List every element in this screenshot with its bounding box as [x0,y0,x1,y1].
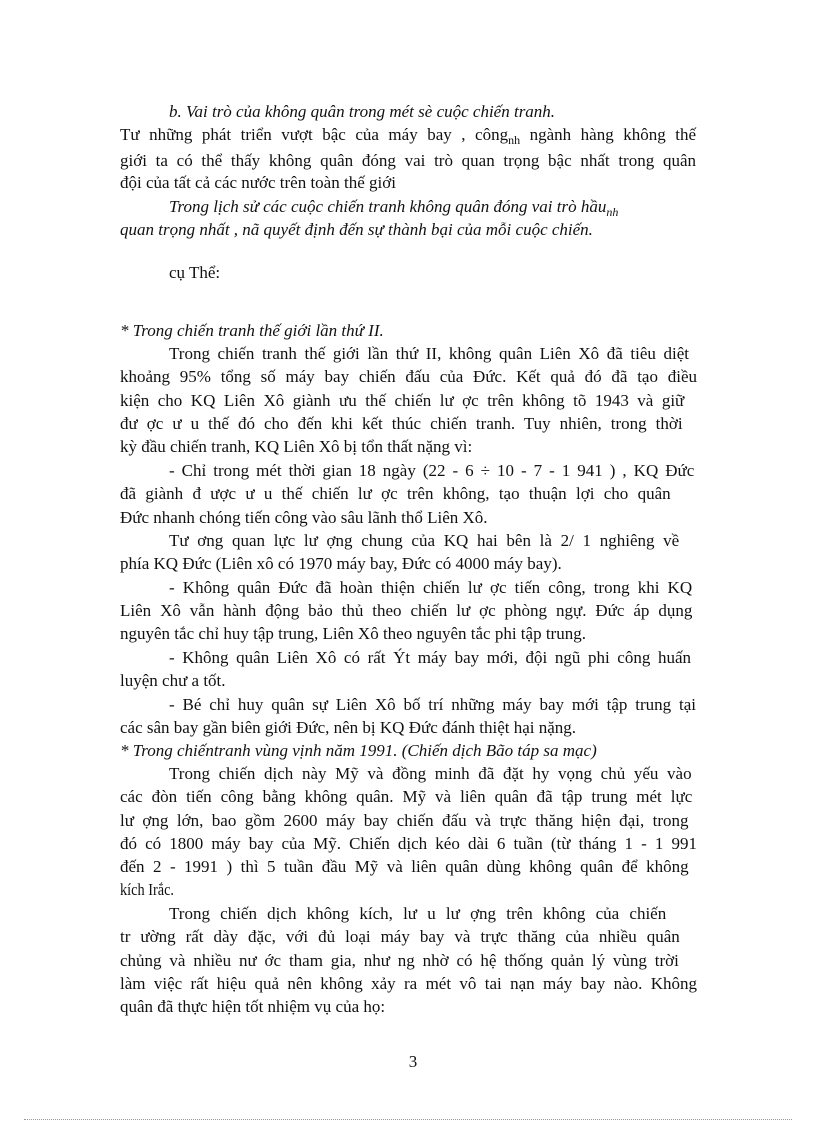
text-line [120,413,683,435]
text-line [169,196,618,219]
text-line-content: Trong chiến tranh thế giới lần thứ II, không quân Liên Xô đã tiêu diệt [169,344,689,363]
text-line [120,996,385,1018]
text-line [120,810,689,832]
text-line-content: đội của tất cả các nước trên toàn thế giới [120,173,396,192]
page-number: 3 [408,1052,418,1071]
page-bottom-border [24,1119,792,1120]
text-line [120,124,696,147]
text-line [120,150,696,172]
text-line [120,553,562,575]
text-line [120,717,576,739]
text-line [169,101,555,123]
text-line [169,460,694,482]
text-line-content: lư ợng lớn, bao gồm 2600 máy bay chiến đấu và trực thăng hiện đại, trong [120,811,689,830]
text-line [120,507,488,529]
text-line-content: luyện chư a tốt. [120,671,226,690]
text-line-content: nguyên tắc chỉ huy tập trung, Liên Xô theo nguyên tắc phi tập trung. [120,624,586,643]
text-line-content: làm việc rất hiệu quả nên không xảy ra mét vô tai nạn máy bay nào. Không [120,974,697,993]
subscript-fragment: nh [606,205,619,219]
text-line [120,219,593,241]
text-line-content: tr ường rất dày đặc, với đủ loại máy bay và trực thăng của nhiều quân [120,927,680,946]
text-line [120,483,671,505]
text-line [120,833,697,855]
text-line-content: Liên Xô vẫn hành động bảo thủ theo chiến lư ợc phòng ngự. Đức áp dụng [120,601,693,620]
text-line [120,856,689,878]
text-line [169,763,692,785]
text-line-content: quân đã thực hiện tốt nhiệm vụ của họ: [120,997,386,1016]
text-line [169,262,220,284]
text-line [120,366,697,388]
text-line-content: - Không quân Liên Xô có rất Ýt máy bay mới, đội ngũ phi công huấn [169,648,691,667]
text-line-content: - Không quân Đức đã hoàn thiện chiến lư ợc tiến công, trong khi KQ [169,578,693,597]
text-line [120,786,692,808]
text-line [169,530,679,552]
text-line-content: Trong chiến dịch này Mỹ và đồng minh đã đặt hy vọng chủ yếu vào [169,764,692,783]
text-line [120,879,174,901]
text-line [169,577,692,599]
text-line-content: đến 2 - 1991 ) thì 5 tuần đầu Mỹ và liên quân dùng không quân để không [120,857,689,876]
text-line [120,172,396,194]
text-line-content: - Chỉ trong mét thời gian 18 ngày (22 - 6 ÷ 10 - 7 - 1 941 ) , KQ Đức [169,461,695,480]
text-line-content: đó có 1800 máy bay của Mỹ. Chiến dịch kéo dài 6 tuần (từ tháng 1 - 1 991 [120,834,697,853]
text-line [169,903,666,925]
text-line-content: các đòn tiến công bằng không quân. Mỹ và liên quân đã tập trung mét lực [120,787,693,806]
text-line-content: Tư những phát triển vượt bậc của máy bay , công [120,125,509,144]
text-line-content: khoảng 95% tổng số máy bay chiến đấu của Đức. Kết quả đó đã tạo điều [120,367,697,386]
text-line [120,926,680,948]
text-line [120,973,697,995]
text-line [120,950,679,972]
text-line-content: - Bé chỉ huy quân sự Liên Xô bố trí những máy bay mới tập trung tại [169,695,696,714]
text-line-content: Đức nhanh chóng tiến công vào sâu lãnh thổ Liên Xô. [120,508,488,527]
text-line-content: b. Vai trò của không quân trong mét sè cuộc chiến tranh. [169,102,556,121]
text-line [120,436,472,458]
text-line [120,390,684,412]
text-line-content: chủng và nhiều nư ớc tham gia, như ng nhờ có hệ thống quản lý vùng trời [120,951,679,970]
text-line-content: giới ta có thể thấy không quân đóng vai trò quan trọng bậc nhất trong quân [120,151,696,170]
text-line-content: Trong lịch sử các cuộc chiến tranh không quân đóng vai trò hầu [169,197,607,216]
text-line-content: kỳ đầu chiến tranh, KQ Liên Xô bị tổn thất nặng vì: [120,437,473,456]
text-line-content: đã giành đ ược ư u thế chiến lư ợc trên không, tạo thuận lợi cho quân [120,484,671,503]
text-line [120,670,226,692]
text-line-content: cụ Thể: [169,263,221,282]
subscript-fragment: nh [508,133,521,147]
text-line-content: kích Irắc. [120,880,174,899]
text-line [120,320,384,342]
text-line-content: quan trọng nhất , nã quyết định đến sự thành bại của mỗi cuộc chiến. [120,220,593,239]
text-line-content: Tư ơng quan lực lư ợng chung của KQ hai bên là 2/ 1 nghiêng về [169,531,680,550]
text-line [120,623,586,645]
text-line-content: đư ợc ư u thế đó cho đến khi kết thúc chiến tranh. Tuy nhiên, trong thời [120,414,683,433]
text-line-continuation: ngành hàng không thế [520,125,697,144]
text-line-content: phía KQ Đức (Liên xô có 1970 máy bay, Đức có 4000 máy bay). [120,554,562,573]
text-line-content: các sân bay gần biên giới Đức, nên bị KQ Đức đánh thiệt hại nặng. [120,718,577,737]
text-line [169,647,691,669]
text-line-content: Trong chiến dịch không kích, lư u lư ợng trên không của chiến [169,904,667,923]
text-line [169,343,689,365]
text-line-content: kiện cho KQ Liên Xô giành ưu thế chiến lư ợc trên không tõ 1943 và giữ [120,391,685,410]
text-line-content: * Trong chiếntranh vùng vịnh năm 1991. (Chiến dịch Bão táp sa mạc) [120,741,597,760]
text-line [120,600,692,622]
text-line-content: * Trong chiến tranh thế giới lần thứ II. [120,321,384,340]
text-line [120,740,597,762]
text-line [169,694,696,716]
